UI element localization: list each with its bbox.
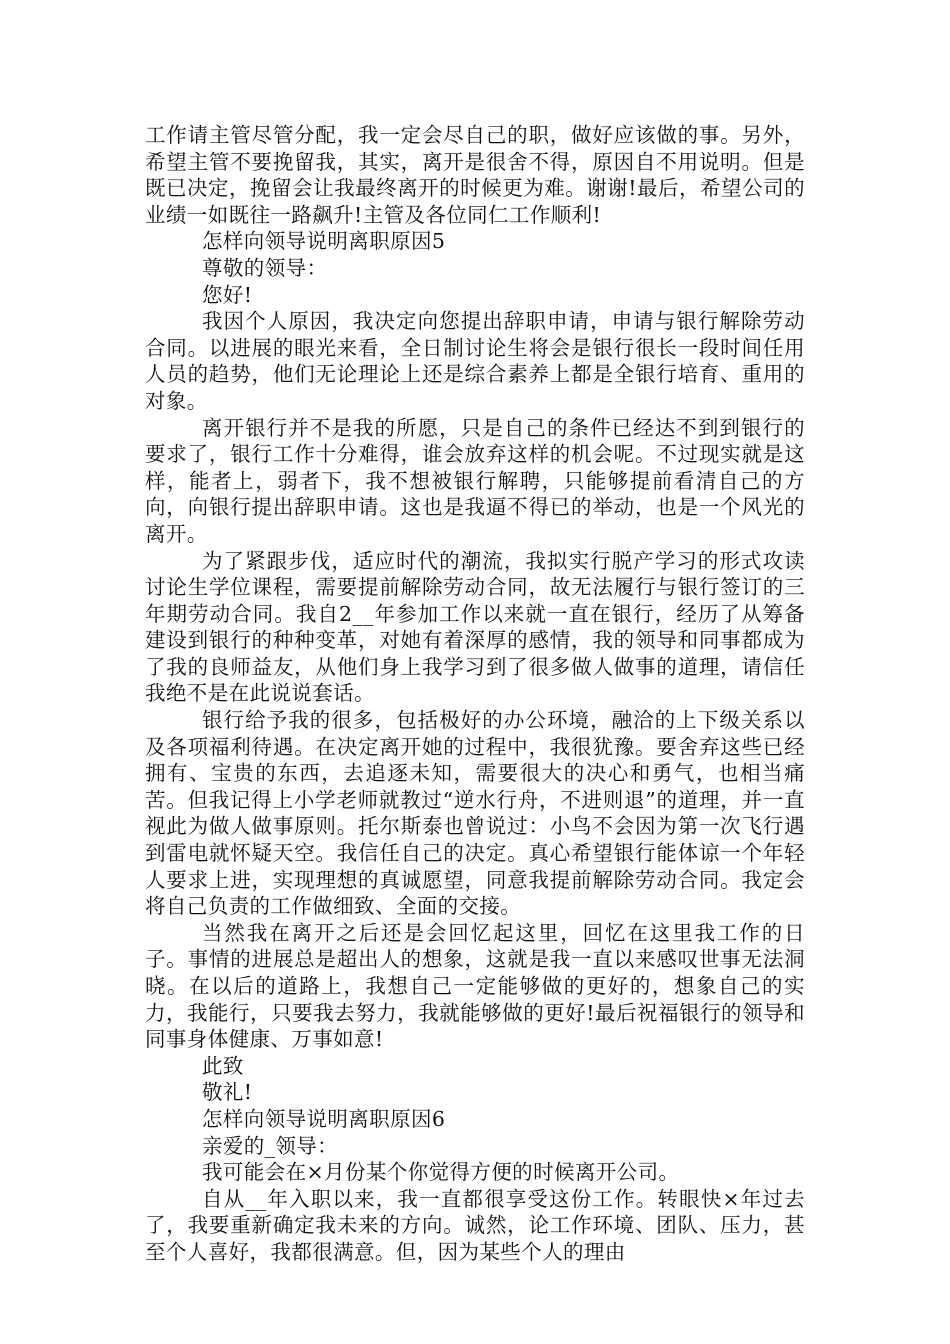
salutation: 尊敬的领导： [202, 255, 328, 280]
salutation: 亲爱的_领导： [202, 1133, 339, 1158]
section-heading-6: 怎样向领导说明离职原因6 [202, 1106, 446, 1131]
closing-salute: 敬礼! [202, 1080, 253, 1105]
section-heading-5: 怎样向领导说明离职原因5 [202, 229, 446, 254]
body-paragraph: 离开银行并不是我的所愿，只是自己的条件已经达不到到银行的要求了，银行工作十分难得，谁会放弃这样的机会呢。不过现实就是这样，能者上，弱者下，我不想被银行解聘，只能够提前看清自己的方向，向银行提出辞职申请。这也是我逼不得已的举动，也是一个风光的离开。 [145, 415, 805, 546]
closing-line: 此致 [202, 1053, 244, 1078]
paragraph-continuation: 工作请主管尽管分配，我一定会尽自己的职，做好应该做的事。另外，希望主管不要挽留我，其实，离开是很舍不得，原因自不用说明。但是既已决定，挽留会让我最终离开的时候更为难。谢谢!最后，希望公司的业绩一如既往一路飙升!主管及各位同仁工作顺利! [145, 123, 805, 227]
document-page [145, 122, 805, 1266]
body-paragraph: 我因个人原因，我决定向您提出辞职申请，申请与银行解除劳动合同。以进展的眼光来看，全日制讨论生将会是银行很长一段时间任用人员的趋势，他们无论理论上还是综合素养上都是全银行培育、重用的对象。 [145, 309, 805, 413]
body-paragraph: 当然我在离开之后还是会回忆起这里，回忆在这里我工作的日子。事情的进展总是超出人的想象，这就是我一直以来感叹世事无法洞晓。在以后的道路上，我想自己一定能够做的更好的，想象自己的实力，我能行，只要我去努力，我就能够做的更好!最后祝福银行的领导和同事身体健康、万事如意! [145, 920, 805, 1052]
body-paragraph: 银行给予我的很多，包括极好的办公环境，融洽的上下级关系以及各项福利待遇。在决定离开她的过程中，我很犹豫。要舍弃这些已经拥有、宝贵的东西，去追逐未知，需要很大的决心和勇气，也相当痛苦。但我记得上小学老师就教过“逆水行舟，不进则退”的道理，并一直视此为做人做事原则。托尔斯泰也曾说过：小鸟不会因为第一次飞行遇到雷电就怀疑天空。我信任自己的决定。真心希望银行能体谅一个年轻人要求上进，实现理想的真诚愿望，同意我提前解除劳动合同。我定会将自己负责的工作做细致、全面的交接。 [145, 708, 805, 919]
body-paragraph: 为了紧跟步伐，适应时代的潮流，我拟实行脱产学习的形式攻读讨论生学位课程，需要提前解除劳动合同，故无法履行与银行签订的三年期劳动合同。我自2__年参加工作以来就一直在银行，经历了从筹备建设到银行的种种变革，对她有着深厚的感情，我的领导和同事都成为了我的良师益友，从他们身上我学习到了很多做人做事的道理，请信任我绝不是在此说说套话。 [145, 548, 805, 706]
greeting: 您好! [202, 282, 253, 307]
body-paragraph: 自从__年入职以来，我一直都很享受这份工作。转眼快×年过去了，我要重新确定我未来的方向。诚然，论工作环境、团队、压力，甚至个人喜好，我都很满意。但，因为某些个人的理由 [145, 1186, 805, 1264]
body-paragraph: 我可能会在×月份某个你觉得方便的时候离开公司。 [202, 1160, 680, 1185]
